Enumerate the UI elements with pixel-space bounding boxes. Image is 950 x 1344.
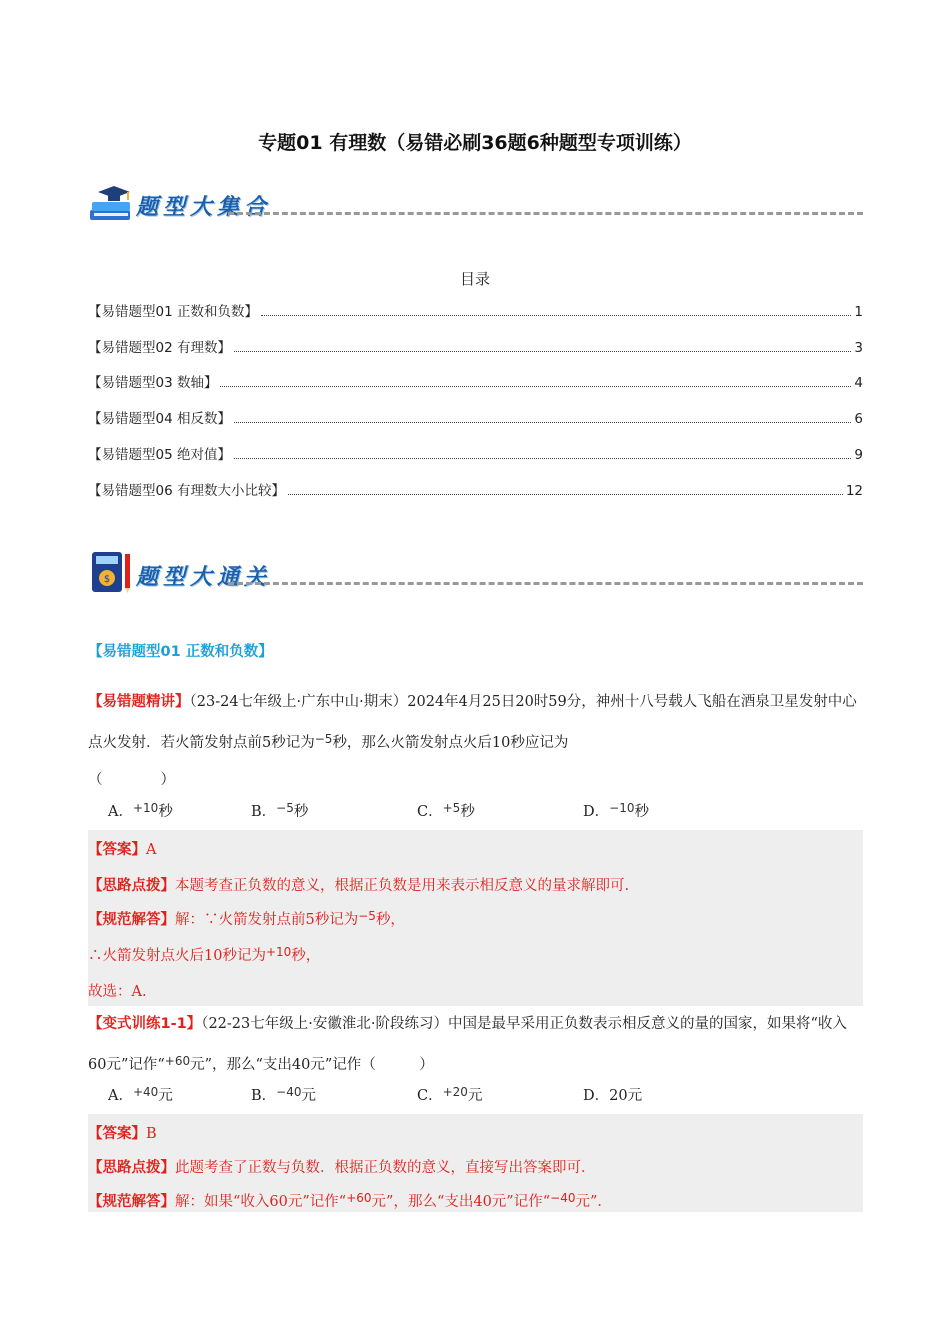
option-b[interactable]: B．$^{-5}$秒 — [251, 801, 309, 820]
option-a[interactable]: A．$^{+40}$元 — [108, 1085, 173, 1104]
toc-item[interactable]: 【易错题型03 数轴】 4 — [88, 375, 863, 391]
option-c[interactable]: C．$^{+5}$秒 — [417, 801, 475, 820]
solution-line: 【规范解答】解：∵火箭发射点前5秒记为$^{-5}$秒， — [88, 909, 405, 928]
toc-item[interactable]: 【易错题型02 有理数】 3 — [88, 340, 863, 356]
answer-line: 【答案】B — [88, 1126, 157, 1142]
banner-title: 题型大通关 — [136, 565, 272, 590]
option-a[interactable]: A．$^{+10}$秒 — [108, 801, 173, 820]
answer-line: 【答案】A — [88, 842, 157, 858]
question-2-options — [108, 1084, 863, 1114]
question-1-options — [108, 800, 863, 830]
question-2-answer-box — [88, 1114, 863, 1212]
hint-line: 【思路点拨】本题考查正负数的意义，根据正负数是用来表示相反意义的量求解即可. — [88, 878, 630, 894]
toc-item[interactable]: 【易错题型01 正数和负数】 1 — [88, 304, 863, 320]
option-d[interactable]: D．20元 — [583, 1088, 643, 1104]
option-b[interactable]: B．$^{-40}$元 — [251, 1085, 316, 1104]
option-c[interactable]: C．$^{+20}$元 — [417, 1085, 483, 1104]
question-2-stem: 【变式训练1-1】（22-23七年级上·安徽淮北·阶段练习）中国是最早采用正负数表示相反意义的量的国家，如果将“收入60元”记作“$^{+60}$元”，那么“支出40元”记作（ ） — [88, 1016, 847, 1073]
question-1-stem: 【易错题精讲】（23-24七年级上·广东中山·期末）2024年4月25日20时59分，神州十八号载人飞船在酒泉卫星发射中心点火发射．若火箭发射点前5秒记为$^{-5}$秒，那么火箭发射点火后10秒应记为 （ ） — [88, 694, 857, 788]
toc-item[interactable]: 【易错题型05 绝对值】 9 — [88, 447, 863, 463]
question-1-answer-box — [88, 830, 863, 1006]
section-banner-collection — [88, 180, 863, 228]
banner-title: 题型大集合 — [136, 195, 272, 220]
books-graduation-cap-icon — [88, 180, 134, 224]
answer-blank: （ ） — [88, 772, 175, 788]
toc-item[interactable]: 【易错题型04 相反数】 6 — [88, 411, 863, 427]
question-tag: 【变式训练1-1】 — [88, 1016, 202, 1032]
divider — [228, 582, 863, 585]
section-banner-pass — [88, 550, 863, 598]
solution-line: 故选：A. — [88, 984, 147, 1000]
solution-line: 【规范解答】解：如果“收入60元”记作“$^{+60}$元”，那么“支出40元”记作“$^{-40}$元”． — [88, 1191, 612, 1210]
toc-heading: 目录 — [459, 270, 490, 288]
solution-line: ∴火箭发射点火后10秒记为$^{+10}$秒， — [88, 945, 321, 964]
section-heading: 【易错题型01 正数和负数】 — [88, 644, 273, 660]
svg-text:$: $ — [103, 574, 111, 585]
option-d[interactable]: D．$^{-10}$秒 — [583, 801, 649, 820]
toc-item[interactable]: 【易错题型06 有理数大小比较】 12 — [88, 483, 863, 499]
question-tag: 【易错题精讲】 — [88, 694, 190, 710]
hint-line: 【思路点拨】此题考查了正数与负数．根据正负数的意义，直接写出答案即可． — [88, 1160, 596, 1176]
page-title: 专题01 有理数（易错必刷36题6种题型专项训练） — [258, 132, 692, 154]
calculator-pencil-icon — [88, 550, 134, 594]
divider — [228, 212, 863, 215]
